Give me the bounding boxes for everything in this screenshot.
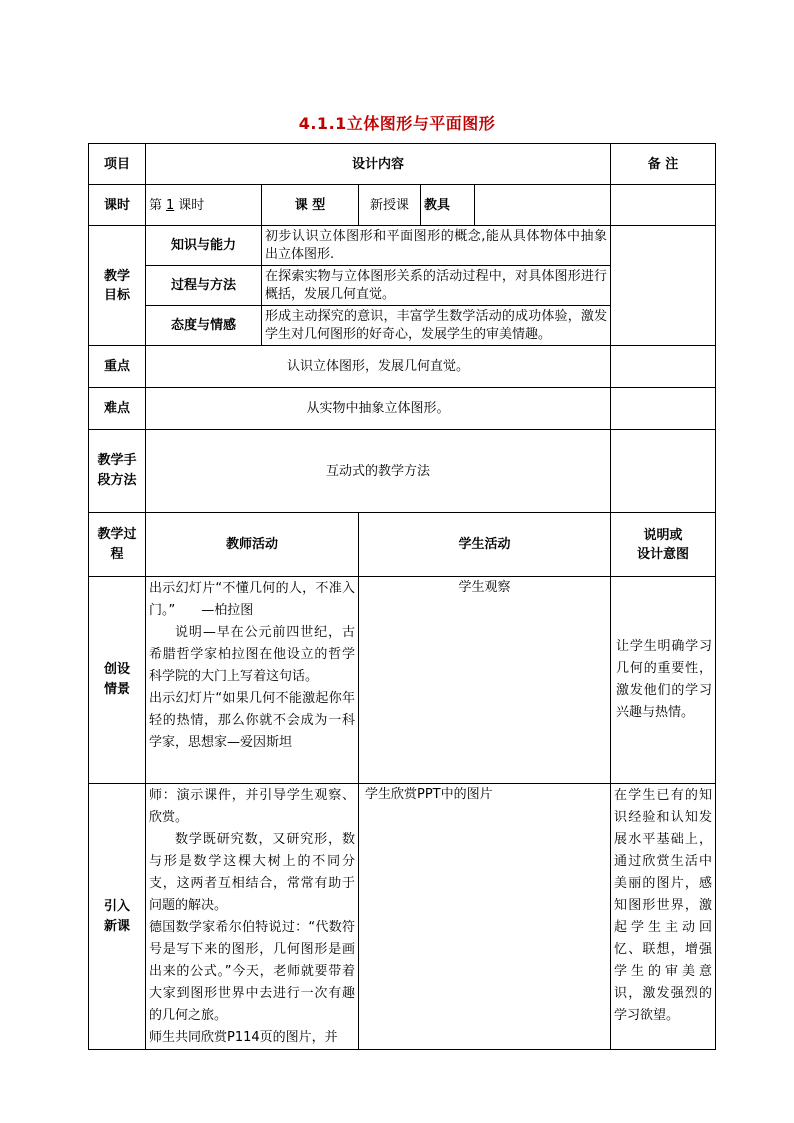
section-row xyxy=(89,577,716,784)
difficulty-text: 从实物中抽象立体图形。 xyxy=(146,388,611,430)
section-label: 引入新课 xyxy=(89,784,146,1050)
teacher-paragraph: 出示幻灯片“如果几何不能激起你年轻的热情，那么你就不会成为一科学家，思想家—爱因斯坦 xyxy=(149,691,355,750)
lesson-type-label: 课 型 xyxy=(262,185,359,226)
note-header: 说明或 设计意图 xyxy=(611,513,716,577)
difficulty-label: 难点 xyxy=(89,388,146,430)
method-row xyxy=(89,430,716,513)
lesson-type-value: 新授课 xyxy=(359,185,421,226)
goal-text: 形成主动探究的意识，丰富学生数学活动的成功体验，激发学生对几何图形的好奇心，发展学生的审美情趣。 xyxy=(262,306,611,346)
teacher-activity xyxy=(146,784,359,1050)
teacher-paragraph: 师生共同欣赏P114页的图片，并 xyxy=(149,1030,338,1045)
design-note: 在学生已有的知识经验和认知发展水平基础上，通过欣赏生活中美丽的图片，感知图形世界，激起学生主动回忆、联想，增强学生的审美意识，激发强烈的学习欲望。 xyxy=(611,784,716,1050)
lesson-label: 课时 xyxy=(89,185,146,226)
section-label: 创设情景 xyxy=(89,577,146,784)
process-label: 教学过程 xyxy=(89,513,146,577)
key-row xyxy=(89,346,716,388)
teacher-paragraph: 出示幻灯片“不懂几何的人，不准入门。” —柏拉图 xyxy=(149,581,355,618)
section-row xyxy=(89,784,716,1050)
teacher-paragraph: 师：演示课件，并引导学生观察、欣赏。 xyxy=(149,788,355,825)
difficulty-row xyxy=(89,388,716,430)
lesson-prefix: 第 xyxy=(149,197,163,213)
header-item: 项目 xyxy=(89,144,146,185)
process-header-row xyxy=(89,513,716,577)
goals-label: 教学目标 xyxy=(89,226,146,346)
page-title: 4.1.1立体图形与平面图形 xyxy=(298,114,496,133)
teacher-paragraph: 说明—早在公元前四世纪，古希腊哲学家柏拉图在他设立的哲学科学院的大门上写着这句话。 xyxy=(149,625,355,684)
lesson-count xyxy=(146,185,262,226)
student-activity: 学生观察 xyxy=(359,577,611,784)
goal-text: 初步认识立体图形和平面图形的概念,能从具体物体中抽象出立体图形. xyxy=(262,226,611,266)
key-text: 认识立体图形，发展几何直觉。 xyxy=(146,346,611,388)
goals-remark xyxy=(611,226,716,346)
header-remark: 备 注 xyxy=(611,144,716,185)
header-design: 设计内容 xyxy=(146,144,611,185)
design-note: 让学生明确学习几何的重要性，激发他们的学习兴趣与热情。 xyxy=(611,577,716,784)
teacher-paragraph: 德国数学家希尔伯特说过：“代数符号是写下来的图形，几何图形是画出来的公式。”今天，老师就要带着大家到图形世界中去进行一次有趣的几何之旅。 xyxy=(149,920,355,1023)
key-remark xyxy=(611,346,716,388)
lesson-row xyxy=(89,185,716,226)
goal-label: 过程与方法 xyxy=(146,266,262,306)
lesson-tools-label: 教具 xyxy=(421,185,475,226)
teacher-activity xyxy=(146,577,359,784)
lesson-plan-table xyxy=(88,143,716,1050)
lesson-number: 1 xyxy=(166,197,175,213)
goal-label: 态度与情感 xyxy=(146,306,262,346)
header-row xyxy=(89,144,716,185)
method-label: 教学手段方法 xyxy=(89,430,146,513)
lesson-tools-value xyxy=(475,185,611,226)
goal-text: 在探索实物与立体图形关系的活动过程中，对具体图形进行概括，发展几何直觉。 xyxy=(262,266,611,306)
method-text: 互动式的教学方法 xyxy=(146,430,611,513)
student-activity-header: 学生活动 xyxy=(359,513,611,577)
goal-row xyxy=(89,226,716,266)
student-activity: 学生欣赏PPT中的图片 xyxy=(359,784,611,1050)
difficulty-remark xyxy=(611,388,716,430)
teacher-paragraph: 数学既研究数，又研究形，数与形是数学这棵大树上的不同分支，这两者互相结合，常常有助于问题的解决。 xyxy=(149,832,355,913)
lesson-remark xyxy=(611,185,716,226)
key-label: 重点 xyxy=(89,346,146,388)
lesson-suffix: 课时 xyxy=(178,197,205,213)
goal-label: 知识与能力 xyxy=(146,226,262,266)
method-remark xyxy=(611,430,716,513)
teacher-activity-header: 教师活动 xyxy=(146,513,359,577)
